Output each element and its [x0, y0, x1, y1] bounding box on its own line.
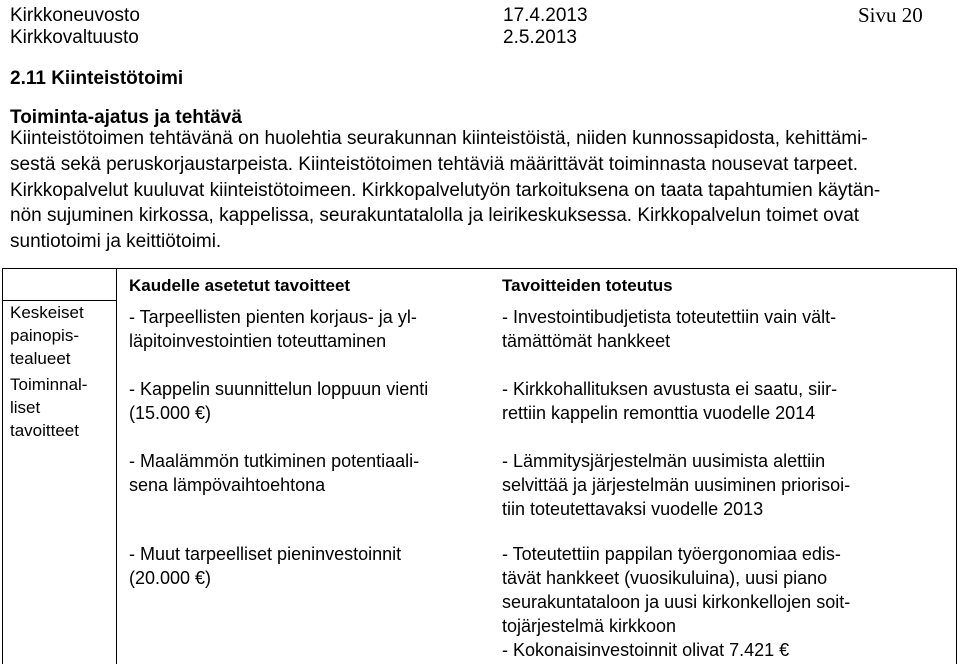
result-line: tävät hankkeet (vuosikuluina), uusi piano	[502, 568, 828, 588]
body-line: sestä sekä peruskorjaustarpeista. Kiinteistötoimen tehtäviä määrittävät toiminnasta nousevat tarpeet.	[10, 154, 859, 175]
result-line: - Investointibudjetista toteutettiin vain vält-	[502, 307, 837, 327]
label-line: tealueet	[10, 349, 71, 368]
column-header-results: Tavoitteiden toteutus	[502, 276, 673, 295]
body-line: Kirkkopalvelut kuuluvat kiinteistötoimeen. Kirkkopalvelutyön tarkoituksena on taata tapahtumien käytän-	[10, 180, 881, 201]
goal-line: sena lämpövaihtoehtona	[129, 475, 326, 495]
label-line: Keskeiset	[10, 303, 84, 322]
column-header-goals: Kaudelle asetetut tavoitteet	[129, 276, 351, 295]
body-line: suntiotoimi ja keittiötoimi.	[10, 231, 222, 252]
row-label-focus-areas	[10, 301, 84, 370]
goal-item	[129, 449, 419, 497]
goal-item	[129, 377, 428, 425]
header-date2: 2.5.2013	[503, 27, 577, 48]
goal-line: (20.000 €)	[129, 568, 212, 588]
result-line: tiin toteutettavaksi vuodelle 2013	[502, 499, 764, 519]
result-item	[502, 542, 850, 662]
header-org2: Kirkkovaltuusto	[10, 27, 139, 48]
result-line: selvittää ja järjestelmän uusiminen priorisoi-	[502, 475, 851, 495]
result-line: - Kirkkohallituksen avustusta ei saatu, siir-	[502, 379, 838, 399]
row-label-operational-goals	[10, 373, 87, 442]
result-line: - Toteutettiin pappilan työergonomiaa edis-	[502, 544, 841, 564]
section-subtitle: Toiminta-ajatus ja tehtävä	[10, 107, 242, 128]
goal-line: - Kappelin suunnittelun loppuun vienti	[129, 379, 429, 399]
goal-line: - Maalämmön tutkiminen potentiaali-	[129, 451, 420, 471]
table-column-divider	[116, 268, 117, 664]
goal-item	[129, 305, 417, 353]
result-item	[502, 377, 837, 425]
result-line: tämättömät hankkeet	[502, 331, 671, 351]
body-line: nön sujuminen kirkossa, kappelissa, seurakuntatalolla ja leirikeskuksessa. Kirkkopalvelun toimet ovat	[10, 205, 860, 226]
label-line: painopis-	[10, 326, 79, 345]
header-page-number: Sivu 20	[858, 3, 923, 27]
result-item	[502, 305, 836, 353]
result-line: tojärjestelmä kirkkoon	[502, 616, 677, 636]
goal-line: läpitoinvestointien toteuttaminen	[129, 331, 387, 351]
label-line: tavoitteet	[10, 421, 79, 440]
goal-line: - Muut tarpeelliset pieninvestoinnit	[129, 544, 402, 564]
result-line: - Kokonaisinvestoinnit olivat 7.421 €	[502, 640, 790, 660]
result-line: rettiin kappelin remonttia vuodelle 2014	[502, 403, 816, 423]
result-line: - Lämmitysjärjestelmän uusimista alettiin	[502, 451, 826, 471]
goal-item	[129, 542, 401, 590]
label-line: Toiminnal-	[10, 375, 88, 394]
goal-line: (15.000 €)	[129, 403, 212, 423]
goal-line: - Tarpeellisten pienten korjaus- ja yl-	[129, 307, 417, 327]
header-date1: 17.4.2013	[503, 5, 588, 26]
section-title: 2.11 Kiinteistötoimi	[10, 68, 184, 89]
body-line: Kiinteistötoimen tehtävänä on huolehtia seurakunnan kiinteistöistä, niiden kunnossapidosta, kehittämi-	[10, 128, 868, 149]
header-org1: Kirkkoneuvosto	[10, 5, 140, 26]
result-line: seurakuntataloon ja uusi kirkonkellojen soit-	[502, 592, 851, 612]
label-line: liset	[10, 398, 41, 417]
result-item	[502, 449, 850, 521]
